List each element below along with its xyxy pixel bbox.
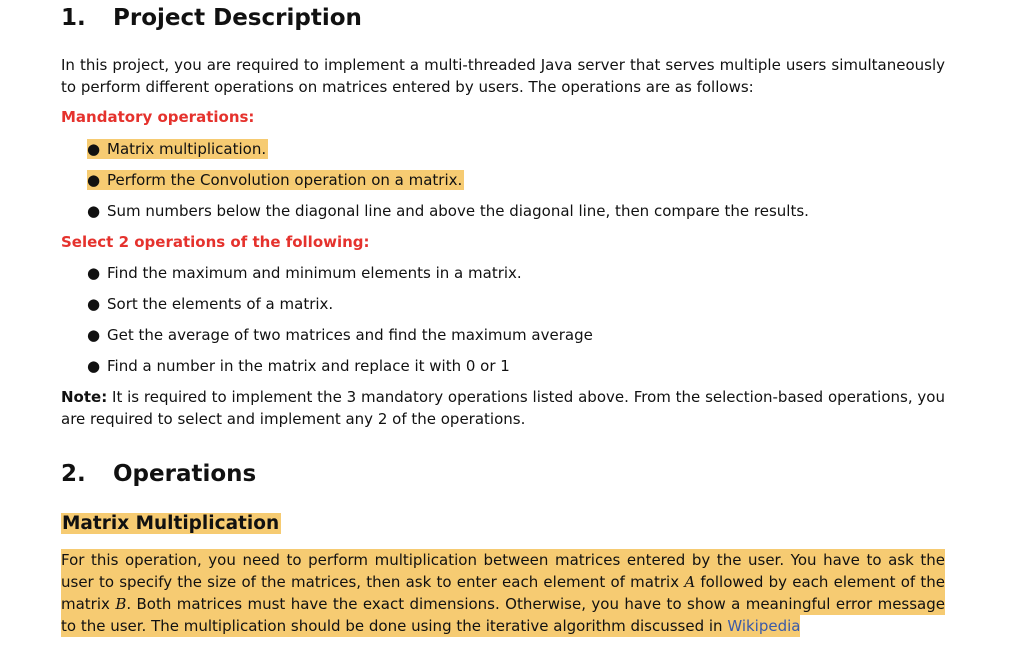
selection-item-2-text: Sort the elements of a matrix.: [107, 295, 334, 313]
paragraph-line: For this operation, you need to perform multiplication between matrices entered by the user. You have to ask the: [61, 551, 945, 569]
selection-item-1-text: Find the maximum and minimum elements in a matrix.: [107, 264, 522, 282]
selection-item-3-text: Get the average of two matrices and find the maximum average: [107, 326, 593, 344]
section-2-title: [61, 461, 256, 487]
mandatory-item-1: [87, 139, 268, 160]
mandatory-item-2: [87, 170, 464, 191]
bullet-icon: ●: [87, 295, 101, 313]
selection-item-1: [87, 263, 522, 284]
selection-heading: Select 2 operations of the following:: [61, 233, 370, 251]
paragraph-line-text: to the user. The multiplication should be done using the iterative algorithm discussed in: [61, 617, 723, 635]
selection-item-4-text: Find a number in the matrix and replace it with 0 or 1: [107, 357, 510, 375]
matrix-multiplication-paragraph: [61, 549, 945, 637]
selection-item-3: [87, 325, 593, 346]
mandatory-item-2-text: Perform the Convolution operation on a matrix.: [107, 171, 463, 189]
note-label: Note:: [61, 388, 108, 406]
bullet-icon: ●: [87, 171, 101, 189]
paragraph-line-text: . Both matrices must have the exact dimensions. Otherwise, you have to show a meaningful error message: [126, 595, 945, 613]
paragraph-line: [61, 615, 800, 637]
bullet-icon: ●: [87, 140, 101, 158]
matrix-multiplication-heading: Matrix Multiplication: [62, 513, 280, 534]
matrix-a-symbol: A: [684, 573, 696, 591]
paragraph-line-text: user to specify the size of the matrices, then ask to enter each element of matrix: [61, 573, 680, 591]
paragraph-line: [61, 593, 945, 615]
highlight-mark: [87, 139, 268, 159]
bullet-icon: ●: [87, 202, 101, 220]
mandatory-item-3: [87, 201, 809, 222]
mandatory-item-3-text: Sum numbers below the diagonal line and above the diagonal line, then compare the results.: [107, 202, 809, 220]
paragraph-line-text: matrix: [61, 595, 110, 613]
note-text: It is required to implement the 3 mandatory operations listed above. From the selection-based operations, you are required to select and implement any 2 of the operations.: [61, 388, 945, 428]
selection-item-2: [87, 294, 333, 315]
paragraph-line-text: followed by each element of the: [700, 573, 945, 591]
section-1-title: [61, 5, 362, 31]
bullet-icon: ●: [87, 264, 101, 282]
bullet-icon: ●: [87, 326, 101, 344]
selection-item-4: [87, 356, 510, 377]
wikipedia-link[interactable]: Wikipedia: [727, 617, 801, 635]
matrix-b-symbol: B: [115, 595, 127, 613]
mandatory-heading: Mandatory operations:: [61, 108, 255, 126]
highlight-mark: [87, 170, 464, 190]
section-1-number: 1.: [61, 5, 86, 31]
mandatory-item-1-text: Matrix multiplication.: [107, 140, 267, 158]
intro-paragraph: In this project, you are required to implement a multi-threaded Java server that serves multiple users simultaneously to perform different operations on matrices entered by users. The operations are as follows:: [61, 56, 945, 96]
note-paragraph: [61, 387, 945, 430]
section-1-title-text: Project Description: [113, 5, 362, 31]
section-2-title-text: Operations: [113, 461, 257, 487]
bullet-icon: ●: [87, 357, 101, 375]
section-2-number: 2.: [61, 461, 86, 487]
paragraph-line: [61, 571, 945, 593]
